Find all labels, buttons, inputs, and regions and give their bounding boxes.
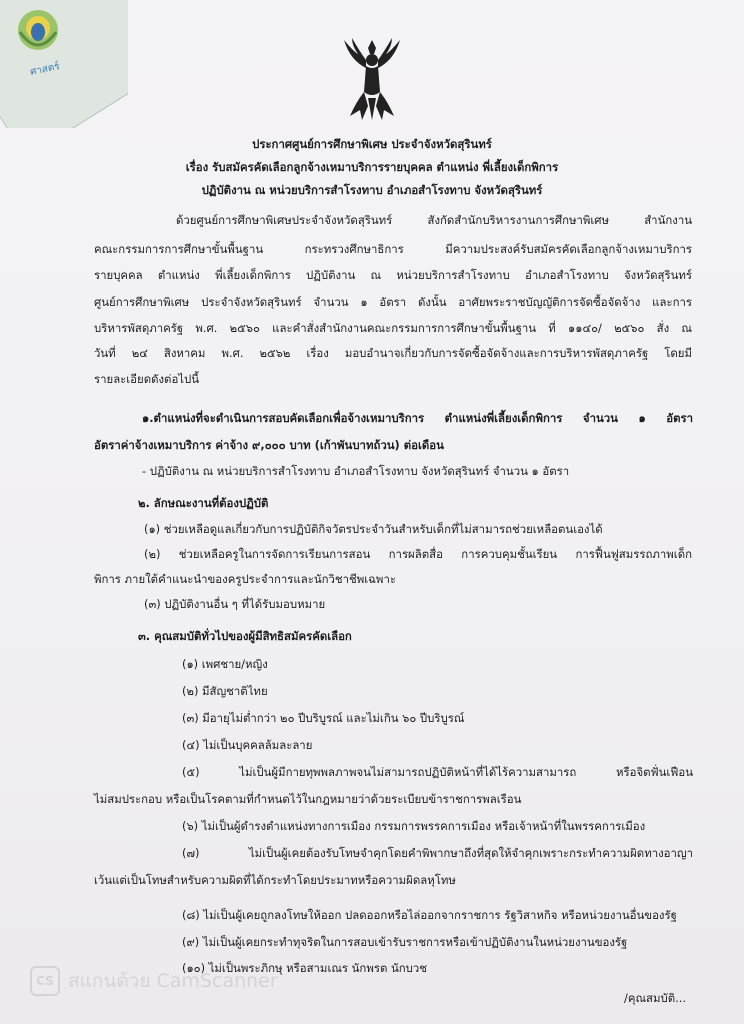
corner-sticker (0, 0, 128, 128)
section3-item-7a: (๗) ไม่เป็นผู้เคยต้องรับโทษจำคุกโดยคำพิพากษาถึงที่สุดให้จำคุกเพราะกระทำความผิดทางอาญา (182, 846, 693, 860)
section1-line-1: ๑.ตำแหน่งที่จะดำเนินการสอบคัดเลือกเพื่อจ้างเหมาบริการ ตำแหน่งพี่เลี้ยงเด็กพิการ จำนวน ๑ อัตรา (142, 411, 693, 425)
scanner-watermark-text: สแกนด้วย CamScanner (68, 970, 278, 992)
intro-line-4: ศูนย์การศึกษาพิเศษ ประจำจังหวัดสุรินทร์ จำนวน ๑ อัตรา ดังนั้น อาศัยพระราชบัญญัติการจัดซื้อจัดจ้าง และการ (94, 295, 692, 309)
section3-item-9: (๙) ไม่เป็นผู้เคยกระทำทุจริตในการสอบเข้ารับราชการหรือเข้าปฏิบัติงานในหน่วยงานของรัฐ (182, 935, 628, 949)
school-logo-icon (8, 2, 70, 62)
heading-line-2: เรื่อง รับสมัครคัดเลือกลูกจ้างเหมาบริการรายบุคคล ตำแหน่ง พี่เลี้ยงเด็กพิการ (185, 160, 559, 174)
section3-item-6: (๖) ไม่เป็นผู้ดำรงตำแหน่งทางการเมือง กรรมการพรรคการเมือง หรือเจ้าหน้าที่ในพรรคการเมือง (182, 819, 646, 833)
section3-item-7b: เว้นแต่เป็นโทษสำหรับความผิดที่ได้กระทำโดยประมาทหรือความผิดลหุโทษ (94, 873, 456, 887)
section3-item-5a: (๕) ไม่เป็นผู้มีกายทุพพลภาพจนไม่สามารถปฏิบัติหน้าที่ได้ไร้ความสามารถ หรือจิตฟั่นเฟือน (182, 765, 693, 779)
intro-line-3: รายบุคคล ตำแหน่ง พี่เลี้ยงเด็กพิการ ปฏิบัติงาน ณ หน่วยบริการสำโรงทาบ อำเภอสำโรงทาบ จังหวัดสุรินทร์ (94, 268, 692, 282)
section2-title: ๒. ลักษณะงานที่ต้องปฏิบัติ (138, 496, 269, 510)
heading-line-3: ปฏิบัติงาน ณ หน่วยบริการสำโรงทาบ อำเภอสำโรงทาบ จังหวัดสุรินทร์ (201, 183, 543, 197)
section3-item-4: (๔) ไม่เป็นบุคคลล้มละลาย (182, 738, 313, 752)
section2-item-2b: พิการ ภายใต้คำแนะนำของครูประจำการและนักวิชาชีพเฉพาะ (94, 572, 396, 586)
section3-item-10: (๑๐) ไม่เป็นพระภิกษุ หรือสามเณร นักพรต นักบวช (182, 961, 428, 975)
section2-item-3: (๓) ปฏิบัติงานอื่น ๆ ที่ได้รับมอบหมาย (144, 597, 326, 611)
intro-line-5: บริหารพัสดุภาครัฐ พ.ศ. ๒๕๖๐ และคำสั่งสำนักงานคณะกรรมการการศึกษาขั้นพื้นฐาน ที่ ๑๑๔๐/ ๒๕๖๐ สั่ง ณ (94, 321, 692, 335)
section2-item-2a: (๒) ช่วยเหลือครูในการจัดการเรียนการสอน การผลิตสื่อ การควบคุมชั้นเรียน การฟื้นฟูสมรรถภาพเด็ก (144, 547, 692, 561)
section1-line-2: อัตราค่าจ้างเหมาบริการ ค่าจ้าง ๙,๐๐๐ บาท (เก้าพันบาทถ้วน) ต่อเดือน (94, 438, 444, 452)
sticker-label: ศาสตร์ (29, 61, 61, 78)
camscanner-logo-icon: CS (30, 966, 60, 996)
intro-line-6: วันที่ ๒๔ สิงหาคม พ.ศ. ๒๕๖๒ เรื่อง มอบอำนาจเกี่ยวกับการจัดซื้อจัดจ้างและการบริหารพัสดุภาครัฐ โดยมี (94, 346, 692, 360)
section3-item-2: (๒) มีสัญชาติไทย (182, 684, 268, 698)
continued-marker: /คุณสมบัติ... (624, 991, 686, 1005)
section3-title: ๓. คุณสมบัติทั่วไปของผู้มีสิทธิสมัครคัดเลือก (138, 629, 352, 643)
section3-item-3: (๓) มีอายุไม่ต่ำกว่า ๒๐ ปีบริบูรณ์ และไม่เกิน ๖๐ ปีบริบูรณ์ (182, 711, 465, 725)
intro-line-1: ด้วยศูนย์การศึกษาพิเศษประจำจังหวัดสุรินทร์ สังกัดสำนักบริหารงานการศึกษาพิเศษ สำนักงาน (176, 213, 692, 227)
section3-item-8: (๘) ไม่เป็นผู้เคยถูกลงโทษให้ออก ปลดออกหรือไล่ออกจากราชการ รัฐวิสาหกิจ หรือหน่วยงานอื่นของรัฐ (182, 908, 677, 922)
section1-line-3: - ปฏิบัติงาน ณ หน่วยบริการสำโรงทาบ อำเภอสำโรงทาบ จังหวัดสุรินทร์ จำนวน ๑ อัตรา (142, 464, 570, 478)
section3-item-5b: ไม่สมประกอบ หรือเป็นโรคตามที่กำหนดไว้ในกฎหมายว่าด้วยระเบียบข้าราชการพลเรือน (94, 792, 522, 806)
intro-line-7: รายละเอียดดังต่อไปนี้ (94, 372, 200, 386)
scanner-watermark (30, 966, 278, 996)
heading-line-1: ประกาศศูนย์การศึกษาพิเศษ ประจำจังหวัดสุรินทร์ (252, 137, 492, 151)
garuda-emblem-icon (340, 36, 404, 122)
section2-item-1: (๑) ช่วยเหลือดูแลเกี่ยวกับการปฏิบัติกิจวัตรประจำวันสำหรับเด็กที่ไม่สามารถช่วยเหลือตนเองได้ (144, 522, 603, 536)
intro-line-2: คณะกรรมการการศึกษาขั้นพื้นฐาน กระทรวงศึกษาธิการ มีความประสงค์รับสมัครคัดเลือกลูกจ้างเหมาบริการ (94, 242, 692, 256)
section3-item-1: (๑) เพศชาย/หญิง (182, 657, 268, 671)
